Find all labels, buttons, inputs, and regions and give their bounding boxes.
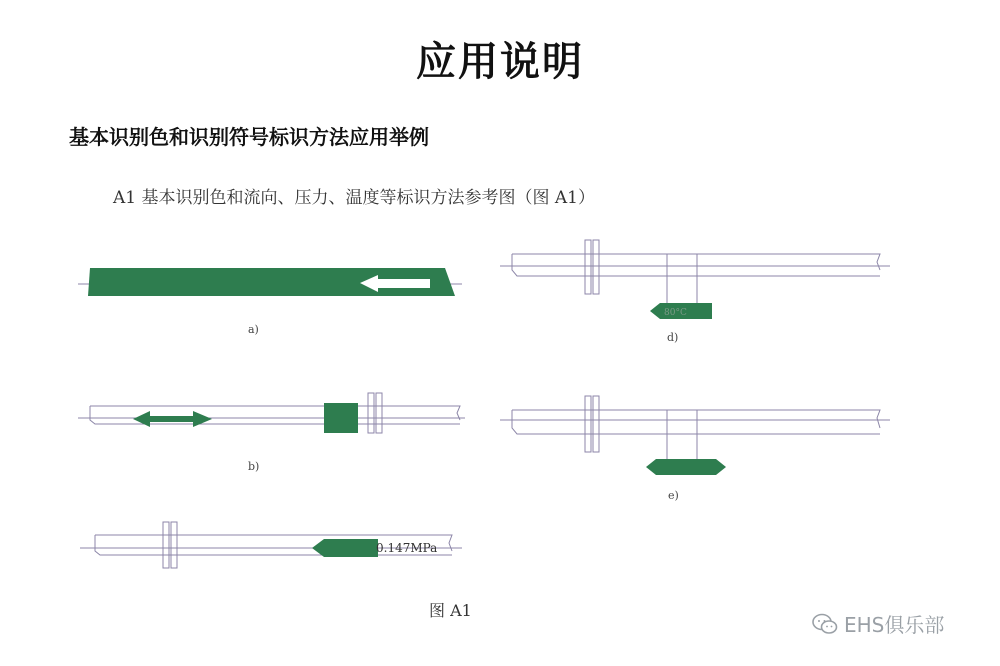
panel-d (500, 240, 890, 344)
panel-d-label: d) (667, 331, 679, 344)
hexagonal-marker-tag (646, 459, 726, 475)
wechat-icon (812, 613, 838, 635)
panel-b (78, 393, 465, 473)
temperature-value-label: 80°C (664, 308, 687, 318)
pressure-value-label: 0.147MPa (376, 541, 438, 555)
bidirectional-flow-arrow (133, 411, 212, 427)
panel-b-label: b) (248, 460, 260, 473)
panel-c (80, 522, 462, 568)
figure-intro-caption: A1 基本识别色和流向、压力、温度等标识方法参考图（图 A1） (113, 188, 595, 208)
panel-a (78, 268, 462, 336)
panel-e (500, 396, 890, 502)
page-title: 应用说明 (416, 39, 584, 85)
panel-a-label: a) (248, 323, 259, 336)
pressure-marker-arrow (312, 539, 378, 557)
section-subtitle: 基本识别色和识别符号标识方法应用举例 (69, 125, 429, 149)
figure-caption: 图 A1 (429, 601, 472, 620)
watermark (812, 609, 944, 638)
watermark-text: EHS俱乐部 (844, 613, 945, 637)
panel-e-label: e) (668, 489, 679, 502)
green-identification-square (324, 403, 358, 433)
